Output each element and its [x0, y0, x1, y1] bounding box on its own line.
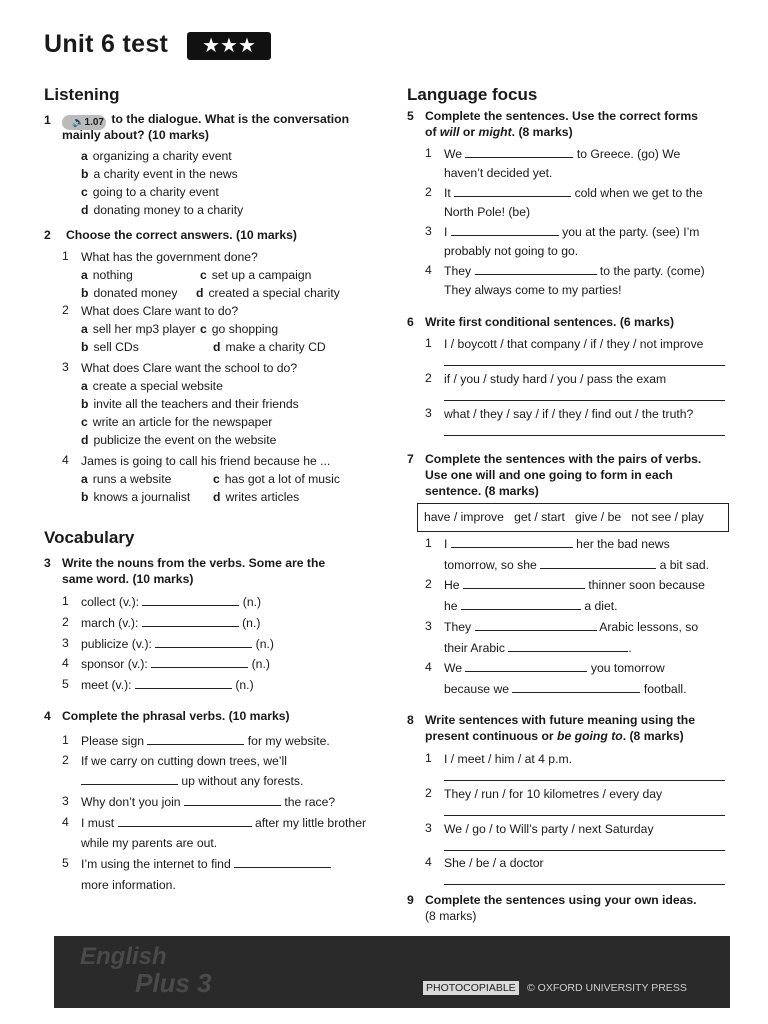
- item-number: 2: [425, 577, 432, 591]
- option-letter: d: [213, 340, 221, 354]
- instruction-text: (8 marks): [425, 909, 477, 923]
- item-number: 4: [425, 855, 432, 869]
- question-9-instruction: Complete the sentences using your own ideas.: [425, 893, 697, 907]
- item-number: 1: [425, 751, 432, 765]
- item-number: 4: [62, 815, 69, 829]
- option-letter: c: [81, 415, 88, 429]
- option-letter: d: [196, 286, 204, 300]
- item-question: What does Clare want to do?: [81, 304, 239, 318]
- item-number: 2: [62, 753, 69, 767]
- answer-blank[interactable]: [81, 772, 178, 785]
- instruction-text: present continuous or be going to. (8 marks): [425, 729, 684, 743]
- item-number: 3: [425, 619, 432, 633]
- option-letter: b: [81, 286, 89, 300]
- item-prompt: They / run / for 10 kilometres / every day: [444, 787, 663, 801]
- question-number: 8: [407, 713, 414, 727]
- option-letter: a: [81, 149, 88, 163]
- answer-blank[interactable]: [475, 618, 597, 631]
- item-number: 1: [425, 146, 432, 160]
- option-text: make a charity CD: [225, 340, 326, 354]
- option: [81, 165, 238, 183]
- section-heading-listening: Listening: [44, 85, 120, 104]
- answer-blank[interactable]: [465, 145, 573, 158]
- option-letter: b: [81, 397, 89, 411]
- item: [444, 535, 670, 553]
- text: We: [444, 661, 463, 675]
- item: [81, 814, 366, 832]
- text: It: [444, 186, 451, 200]
- option-text: has got a lot of music: [224, 472, 340, 486]
- question-number: 2: [44, 228, 51, 242]
- text: Arabic lessons, so: [599, 620, 699, 634]
- text: after my little brother: [254, 816, 367, 830]
- instruction-text: to the dialogue. What is the conversation: [111, 112, 350, 126]
- instruction-text: sentence. (8 marks): [425, 484, 539, 498]
- item: [81, 655, 270, 673]
- audio-icon: 🔊1.07: [62, 115, 106, 130]
- option-letter: d: [213, 490, 221, 504]
- option-text: knows a journalist: [93, 490, 191, 504]
- item-text: If we carry on cutting down trees, we’ll: [81, 754, 287, 768]
- option: [200, 266, 311, 284]
- item-word: march (v.):: [81, 616, 139, 630]
- text: thinner soon because: [588, 578, 705, 592]
- item-suffix: (n.): [242, 595, 262, 609]
- option: [81, 488, 190, 506]
- item-suffix: (n.): [235, 678, 254, 692]
- option: [196, 284, 340, 302]
- text: you tomorrow: [590, 661, 665, 675]
- option: [213, 338, 326, 356]
- item-prompt: We / go / to Will’s party / next Saturday: [444, 822, 654, 836]
- item-number: 3: [62, 636, 69, 650]
- option-text: writes articles: [225, 490, 300, 504]
- item-question: What has the government done?: [81, 250, 258, 264]
- item-suffix: (n.): [255, 637, 274, 651]
- option: [81, 338, 139, 356]
- item: [444, 184, 703, 202]
- option: [213, 470, 340, 488]
- question-7-instruction: Complete the sentences with the pairs of verbs.: [425, 452, 702, 466]
- item-text: more information.: [81, 878, 176, 892]
- answer-blank[interactable]: [151, 655, 248, 668]
- star-icon: ★★★: [202, 35, 256, 57]
- answer-line[interactable]: [444, 884, 725, 885]
- audio-track-number: 1.07: [84, 117, 104, 128]
- answer-blank[interactable]: [454, 184, 571, 197]
- option-text: publicize the event on the website: [93, 433, 277, 447]
- item-number: 3: [62, 794, 69, 808]
- answer-blank[interactable]: [475, 262, 597, 275]
- item: [81, 793, 335, 811]
- item: [81, 772, 303, 790]
- question-2-instruction: Choose the correct answers. (10 marks): [66, 228, 297, 242]
- text: to Greece. (go) We: [576, 147, 681, 161]
- item-word: collect (v.):: [81, 595, 140, 609]
- item-number: 4: [425, 660, 432, 674]
- text: They: [444, 264, 472, 278]
- option: [81, 395, 299, 413]
- item: [81, 732, 330, 750]
- question-number: 9: [407, 893, 414, 907]
- section-heading-language-focus: Language focus: [407, 85, 538, 104]
- question-4-instruction: Complete the phrasal verbs. (10 marks): [62, 709, 290, 723]
- text: their Arabic: [444, 641, 505, 655]
- option-text: nothing: [92, 268, 133, 282]
- item-number: 1: [425, 336, 432, 350]
- text: Why don’t you join: [81, 795, 181, 809]
- answer-blank[interactable]: [184, 793, 281, 806]
- text: We: [444, 147, 463, 161]
- item-prompt: I / meet / him / at 4 p.m.: [444, 752, 573, 766]
- option-letter: a: [81, 268, 88, 282]
- text: to the party. (come): [599, 264, 705, 278]
- option-text: going to a charity event: [92, 185, 219, 199]
- text: cold when we get to the: [574, 186, 703, 200]
- item-text: haven’t decided yet.: [444, 166, 553, 180]
- answer-line[interactable]: [444, 365, 725, 366]
- text: because we: [444, 682, 510, 696]
- option-letter: b: [81, 340, 89, 354]
- item-number: 1: [425, 536, 432, 550]
- item-number: 5: [62, 677, 69, 691]
- option-letter: a: [81, 379, 88, 393]
- item-number: 3: [425, 406, 432, 420]
- item-suffix: (n.): [242, 616, 261, 630]
- item-word: sponsor (v.):: [81, 657, 148, 671]
- question-6-instruction: Write first conditional sentences. (6 marks): [425, 315, 675, 329]
- item-prompt: what / they / say / if / they / find out / the truth?: [444, 407, 694, 421]
- item-number: 4: [62, 453, 69, 467]
- text: I: [444, 225, 448, 239]
- option-letter: c: [213, 472, 220, 486]
- item: [444, 659, 665, 677]
- item-word: meet (v.):: [81, 678, 132, 692]
- answer-blank[interactable]: [508, 639, 628, 652]
- question-number: 3: [44, 556, 51, 570]
- item: [81, 614, 260, 632]
- answer-blank[interactable]: [234, 855, 331, 868]
- option-text: organizing a charity event: [92, 149, 232, 163]
- item-number: 2: [62, 303, 69, 317]
- answer-line[interactable]: [444, 400, 725, 401]
- text: football.: [643, 682, 687, 696]
- item-text: probably not going to go.: [444, 244, 579, 258]
- option-letter: a: [81, 472, 88, 486]
- option: [81, 201, 243, 219]
- answer-blank[interactable]: [142, 593, 239, 606]
- option: [200, 320, 278, 338]
- text: the race?: [284, 795, 336, 809]
- item-word: publicize (v.):: [81, 637, 152, 651]
- option: [81, 183, 219, 201]
- option-text: created a special charity: [208, 286, 340, 300]
- answer-blank[interactable]: [465, 659, 587, 672]
- text: .: [628, 641, 632, 655]
- option: [81, 147, 232, 165]
- text: a diet.: [584, 599, 618, 613]
- option-letter: d: [81, 203, 89, 217]
- text: I must: [81, 816, 115, 830]
- option: [81, 413, 272, 431]
- question-number: 7: [407, 452, 414, 466]
- option: [213, 488, 299, 506]
- item-number: 2: [425, 786, 432, 800]
- item-text: while my parents are out.: [81, 836, 218, 850]
- text: he: [444, 599, 458, 613]
- item-question: James is going to call his friend because he ...: [81, 454, 331, 468]
- option-letter: c: [81, 185, 88, 199]
- item: [81, 635, 274, 653]
- option-letter: a: [81, 322, 88, 336]
- option-text: donated money: [93, 286, 178, 300]
- item-number: 5: [62, 856, 69, 870]
- option-text: runs a website: [92, 472, 172, 486]
- page-title: Unit 6 test: [44, 30, 169, 58]
- option-text: go shopping: [211, 322, 279, 336]
- item-prompt: She / be / a doctor: [444, 856, 544, 870]
- item-suffix: (n.): [251, 657, 270, 671]
- option: [81, 470, 171, 488]
- answer-line[interactable]: [444, 780, 725, 781]
- answer-blank[interactable]: [135, 676, 232, 689]
- instruction-text: Use one will and one going to form in each: [425, 468, 673, 482]
- item-prompt: if / you / study hard / you / pass the exam: [444, 372, 667, 386]
- item: [444, 618, 698, 636]
- instruction-text: same word. (10 marks): [62, 572, 194, 586]
- question-number: 1: [44, 113, 51, 127]
- item: [444, 576, 705, 594]
- answer-blank[interactable]: [142, 614, 239, 627]
- option-letter: d: [81, 433, 89, 447]
- photocopiable-label: PHOTOCOPIABLE: [423, 981, 519, 995]
- item: [444, 556, 709, 574]
- question-number: 4: [44, 709, 51, 723]
- text: a bit sad.: [659, 558, 710, 572]
- option: [81, 284, 177, 302]
- item-number: 1: [62, 594, 69, 608]
- option-letter: b: [81, 490, 89, 504]
- item: [444, 639, 632, 657]
- answer-line[interactable]: [444, 435, 725, 436]
- answer-line[interactable]: [444, 850, 725, 851]
- item: [81, 593, 261, 611]
- option: [81, 320, 196, 338]
- item: [444, 223, 699, 241]
- item-text: North Pole! (be): [444, 205, 531, 219]
- option-text: set up a campaign: [211, 268, 312, 282]
- option-letter: c: [200, 268, 207, 282]
- text: her the bad news: [576, 537, 670, 551]
- question-8-instruction: Write sentences with future meaning using the: [425, 713, 695, 727]
- item-number: 2: [425, 185, 432, 199]
- option-text: write an article for the newspaper: [92, 415, 273, 429]
- item-number: 3: [425, 224, 432, 238]
- text: Please sign: [81, 734, 145, 748]
- text: you at the party. (see) I’m: [562, 225, 700, 239]
- option-text: invite all the teachers and their friends: [93, 397, 299, 411]
- question-3-instruction: Write the nouns from the verbs. Some are the: [62, 556, 326, 570]
- brand-logo-text: English: [80, 943, 167, 970]
- answer-blank[interactable]: [540, 556, 656, 569]
- option-letter: c: [200, 322, 207, 336]
- word-box: have / improve get / start give / be not see / play: [417, 503, 729, 532]
- option-text: create a special website: [92, 379, 223, 393]
- answer-blank[interactable]: [461, 597, 581, 610]
- item-number: 4: [62, 656, 69, 670]
- item: [81, 855, 331, 873]
- item: [81, 676, 254, 694]
- text: I’m using the internet to find: [81, 857, 231, 871]
- item-number: 1: [62, 733, 69, 747]
- text: He: [444, 578, 460, 592]
- instruction-text: of will or might. (8 marks): [425, 125, 573, 139]
- section-heading-vocabulary: Vocabulary: [44, 528, 135, 547]
- question-number: 5: [407, 109, 414, 123]
- answer-blank[interactable]: [451, 535, 573, 548]
- instruction-text: mainly about? (10 marks): [62, 128, 209, 142]
- text: for my website.: [247, 734, 330, 748]
- option: [81, 377, 223, 395]
- text: tomorrow, so she: [444, 558, 537, 572]
- option: [81, 431, 276, 449]
- option-letter: b: [81, 167, 89, 181]
- publisher-label: © OXFORD UNIVERSITY PRESS: [527, 982, 687, 994]
- item-number: 1: [62, 249, 69, 263]
- answer-blank[interactable]: [451, 223, 559, 236]
- answer-blank[interactable]: [155, 635, 252, 648]
- item-text: They always come to my parties!: [444, 283, 622, 297]
- difficulty-badge: [187, 32, 271, 60]
- item-prompt: I / boycott / that company / if / they / not improve: [444, 337, 704, 351]
- option: [81, 266, 133, 284]
- option-text: sell CDs: [93, 340, 139, 354]
- answer-blank[interactable]: [147, 732, 244, 745]
- option-text: sell her mp3 player: [92, 322, 196, 336]
- question-number: 6: [407, 315, 414, 329]
- item: [444, 262, 705, 280]
- item-number: 2: [62, 615, 69, 629]
- item: [444, 680, 687, 698]
- answer-line[interactable]: [444, 815, 725, 816]
- text: They: [444, 620, 472, 634]
- item-number: 3: [425, 821, 432, 835]
- answer-blank[interactable]: [512, 680, 640, 693]
- answer-blank[interactable]: [118, 814, 252, 827]
- question-5-instruction: Complete the sentences. Use the correct forms: [425, 109, 698, 123]
- text: I: [444, 537, 448, 551]
- option-text: a charity event in the news: [93, 167, 238, 181]
- item: [444, 145, 680, 163]
- item: [444, 597, 618, 615]
- answer-blank[interactable]: [463, 576, 585, 589]
- item-number: 2: [425, 371, 432, 385]
- item-number: 3: [62, 360, 69, 374]
- text: up without any forests.: [181, 774, 304, 788]
- option-text: donating money to a charity: [93, 203, 244, 217]
- item-number: 4: [425, 263, 432, 277]
- item-question: What does Clare want the school to do?: [81, 361, 298, 375]
- brand-logo-text: Plus 3: [135, 968, 212, 998]
